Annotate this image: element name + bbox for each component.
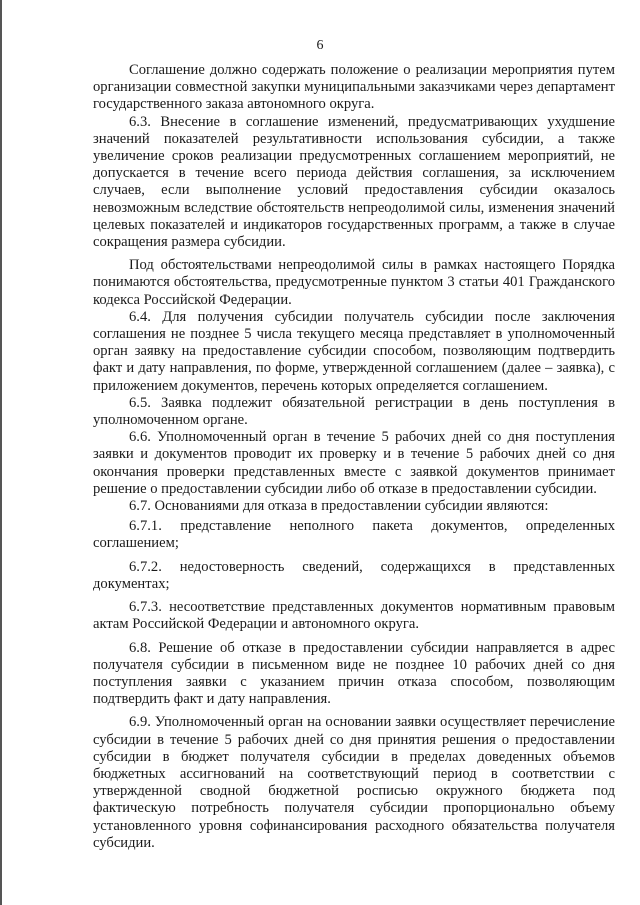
paragraph-6-7-1: 6.7.1. представление неполного пакета документов, определенных соглашением; — [93, 518, 615, 552]
scan-margin-line — [0, 0, 2, 905]
paragraph-6-9: 6.9. Уполномоченный орган на основании заявки осуществляет перечисление субсидии в течение 5 рабочих дней со дня принятия решения о предоставлении субсидии в бюджет получателя субсидии в пределах доведенных объемов бюджетных ассигнований на соответствующий период в соответствии с утвержденной сводной бюджетной росписью окружного бюджета под фактическую потребность получателя субсидии пропорционально объему установленного уровня софинансирования расходного обязательства получателя субсидии. — [93, 714, 615, 851]
paragraph-6-7-3: 6.7.3. несоответствие представленных документов нормативным правовым актам Российской Федерации и автономного округа. — [93, 599, 615, 633]
document-body — [93, 62, 615, 852]
paragraph-6-7-2: 6.7.2. недостоверность сведений, содержащихся в представленных документах; — [93, 558, 615, 592]
paragraph-6-6: 6.6. Уполномоченный орган в течение 5 рабочих дней со дня поступления заявки и документов проводит их проверку и в течение 5 рабочих дней со дня окончания проверки представленных вместе с заявкой документов принимает решение о предоставлении субсидии либо об отказе в предоставлении субсидии. — [93, 429, 615, 497]
paragraph-6-5: 6.5. Заявка подлежит обязательной регистрации в день поступления в уполномоченном органе. — [93, 394, 615, 429]
paragraph-6-7: 6.7. Основаниями для отказа в предоставлении субсидии являются: — [129, 498, 549, 515]
paragraph-force-majeure: Под обстоятельствами непреодолимой силы в рамках настоящего Порядка понимаются обстоятельства, предусмотренные пунктом 3 статьи 401 Гражданского кодекса Российской Федерации. — [93, 257, 615, 308]
paragraph-intro: Соглашение должно содержать положение о реализации мероприятия путем организации совместной закупки муниципальными заказчиками через департамент государственного заказа автономного округа. — [93, 62, 615, 113]
paragraph-6-4: 6.4. Для получения субсидии получатель субсидии после заключения соглашения не позднее 5 числа текущего месяца представляет в уполномоченный орган заявку на предоставление субсидии способом, позволяющим подтвердить факт и дату направления, по форме, утвержденной соглашением (далее – заявка), с приложением документов, перечень которых определяется соглашением. — [93, 308, 615, 394]
page-number: 6 — [316, 38, 324, 53]
paragraph-6-8: 6.8. Решение об отказе в предоставлении субсидии направляется в адрес получателя субсидии в письменном виде не позднее 10 рабочих дней со дня поступления заявки с указанием причин отказа способом, позволяющим подтвердить факт и дату направления. — [93, 639, 615, 708]
paragraph-6-3: 6.3. Внесение в соглашение изменений, предусматривающих ухудшение значений показателей результативности использования субсидии, а также увеличение сроков реализации предусмотренных соглашением мероприятий, не допускается в течение всего периода действия соглашения, за исключением случаев, если выполнение условий предоставления субсидии оказалось невозможным вследствие обстоятельств непреодолимой силы, изменения значений целевых показателей и индикаторов государственных программ, а также в случае сокращения размера субсидии. — [93, 113, 615, 251]
